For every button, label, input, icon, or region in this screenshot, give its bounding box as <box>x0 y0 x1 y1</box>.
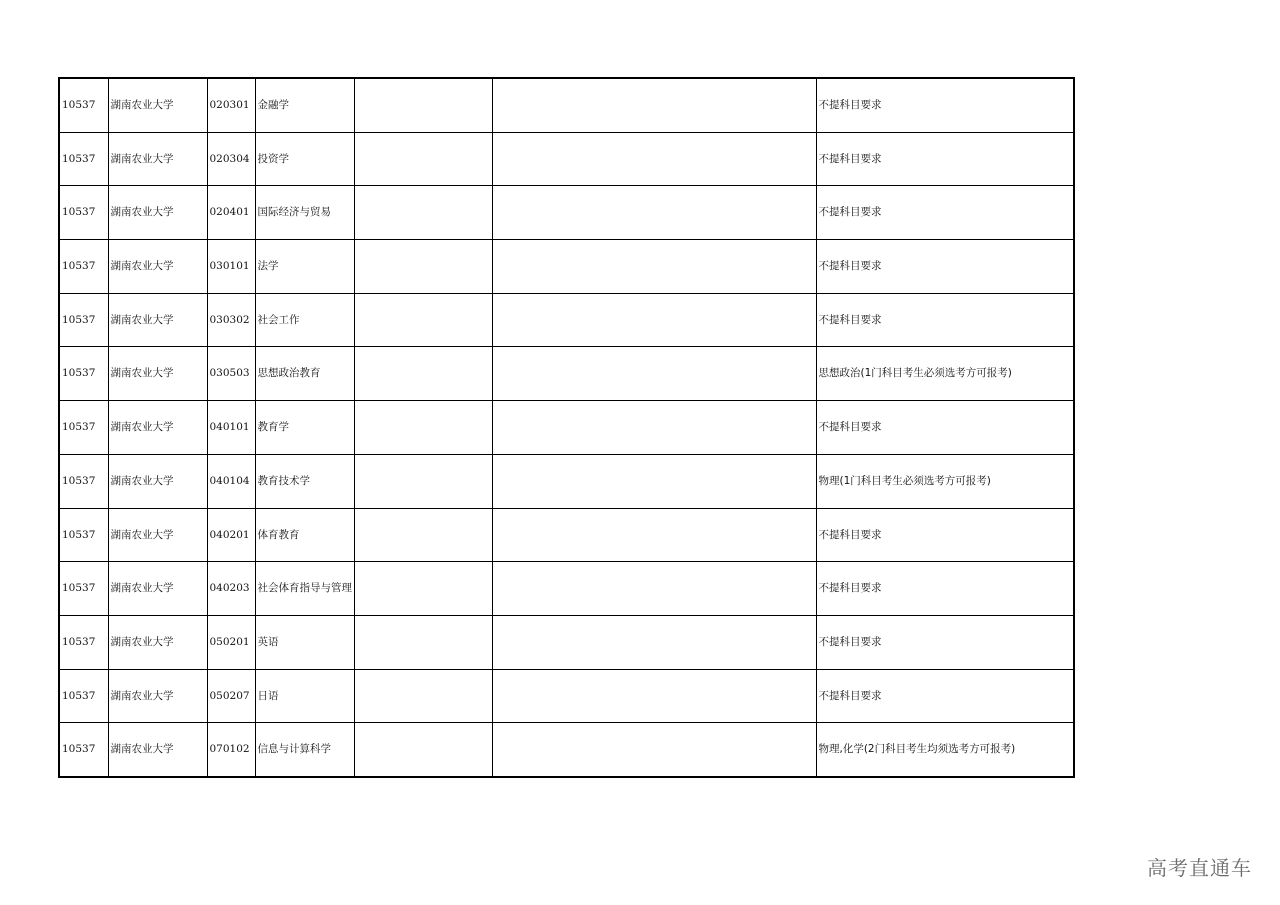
cell-school-code: 10537 <box>59 562 108 616</box>
cell-major-code: 020301 <box>207 78 255 132</box>
cell-school-code: 10537 <box>59 132 108 186</box>
cell-major-name: 思想政治教育 <box>255 347 354 401</box>
cell-school-code: 10537 <box>59 293 108 347</box>
table-row <box>59 669 1074 723</box>
cell-empty-5 <box>354 293 492 347</box>
cell-school-code: 10537 <box>59 723 108 777</box>
cell-empty-5 <box>354 401 492 455</box>
cell-empty-5 <box>354 240 492 294</box>
cell-empty-5 <box>354 615 492 669</box>
cell-subject-requirement: 物理,化学(2门科目考生均须选考方可报考) <box>816 723 1074 777</box>
cell-empty-6 <box>492 669 816 723</box>
cell-subject-requirement: 不提科目要求 <box>816 132 1074 186</box>
cell-major-name: 体育教育 <box>255 508 354 562</box>
table-body <box>59 78 1074 777</box>
cell-empty-6 <box>492 723 816 777</box>
table-row <box>59 132 1074 186</box>
table-row <box>59 240 1074 294</box>
cell-school-name: 湖南农业大学 <box>108 723 207 777</box>
subject-requirements-table <box>58 77 1075 778</box>
table-row <box>59 401 1074 455</box>
cell-school-code: 10537 <box>59 508 108 562</box>
table-row <box>59 78 1074 132</box>
cell-major-name: 社会工作 <box>255 293 354 347</box>
cell-major-name: 教育技术学 <box>255 454 354 508</box>
cell-empty-6 <box>492 186 816 240</box>
cell-major-code: 020304 <box>207 132 255 186</box>
cell-subject-requirement: 不提科目要求 <box>816 508 1074 562</box>
cell-empty-6 <box>492 132 816 186</box>
cell-school-name: 湖南农业大学 <box>108 615 207 669</box>
cell-subject-requirement: 不提科目要求 <box>816 401 1074 455</box>
table-row <box>59 186 1074 240</box>
cell-major-name: 法学 <box>255 240 354 294</box>
cell-major-code: 040101 <box>207 401 255 455</box>
cell-major-name: 金融学 <box>255 78 354 132</box>
cell-major-name: 投资学 <box>255 132 354 186</box>
cell-major-name: 教育学 <box>255 401 354 455</box>
cell-empty-6 <box>492 454 816 508</box>
cell-school-name: 湖南农业大学 <box>108 293 207 347</box>
cell-school-name: 湖南农业大学 <box>108 401 207 455</box>
cell-major-code: 070102 <box>207 723 255 777</box>
cell-empty-5 <box>354 186 492 240</box>
cell-empty-5 <box>354 78 492 132</box>
cell-empty-6 <box>492 401 816 455</box>
cell-major-code: 040201 <box>207 508 255 562</box>
cell-subject-requirement: 不提科目要求 <box>816 293 1074 347</box>
cell-school-name: 湖南农业大学 <box>108 347 207 401</box>
cell-major-name: 英语 <box>255 615 354 669</box>
cell-school-code: 10537 <box>59 240 108 294</box>
cell-empty-5 <box>354 132 492 186</box>
cell-major-code: 040203 <box>207 562 255 616</box>
cell-major-code: 040104 <box>207 454 255 508</box>
cell-major-code: 050201 <box>207 615 255 669</box>
cell-empty-5 <box>354 347 492 401</box>
cell-school-name: 湖南农业大学 <box>108 240 207 294</box>
cell-school-code: 10537 <box>59 615 108 669</box>
cell-school-code: 10537 <box>59 186 108 240</box>
table-row <box>59 562 1074 616</box>
cell-school-name: 湖南农业大学 <box>108 186 207 240</box>
cell-subject-requirement: 不提科目要求 <box>816 240 1074 294</box>
table-row <box>59 508 1074 562</box>
cell-school-name: 湖南农业大学 <box>108 562 207 616</box>
cell-empty-6 <box>492 347 816 401</box>
cell-empty-6 <box>492 293 816 347</box>
cell-empty-6 <box>492 240 816 294</box>
cell-subject-requirement: 思想政治(1门科目考生必须选考方可报考) <box>816 347 1074 401</box>
cell-empty-6 <box>492 615 816 669</box>
cell-subject-requirement: 不提科目要求 <box>816 186 1074 240</box>
cell-school-name: 湖南农业大学 <box>108 669 207 723</box>
cell-major-code: 030503 <box>207 347 255 401</box>
cell-empty-6 <box>492 78 816 132</box>
cell-subject-requirement: 不提科目要求 <box>816 78 1074 132</box>
cell-subject-requirement: 不提科目要求 <box>816 562 1074 616</box>
cell-school-code: 10537 <box>59 454 108 508</box>
table-row <box>59 293 1074 347</box>
table-row <box>59 723 1074 777</box>
cell-school-code: 10537 <box>59 669 108 723</box>
cell-empty-6 <box>492 508 816 562</box>
cell-subject-requirement: 物理(1门科目考生必须选考方可报考) <box>816 454 1074 508</box>
cell-empty-5 <box>354 723 492 777</box>
cell-major-name: 日语 <box>255 669 354 723</box>
table-row <box>59 615 1074 669</box>
cell-empty-5 <box>354 508 492 562</box>
table-row <box>59 347 1074 401</box>
cell-empty-5 <box>354 562 492 616</box>
cell-school-name: 湖南农业大学 <box>108 508 207 562</box>
cell-school-code: 10537 <box>59 347 108 401</box>
cell-school-code: 10537 <box>59 401 108 455</box>
cell-subject-requirement: 不提科目要求 <box>816 615 1074 669</box>
cell-major-code: 030101 <box>207 240 255 294</box>
cell-major-name: 社会体育指导与管理 <box>255 562 354 616</box>
watermark-text: 高考直通车 <box>1147 856 1252 880</box>
cell-major-code: 050207 <box>207 669 255 723</box>
cell-subject-requirement: 不提科目要求 <box>816 669 1074 723</box>
cell-major-code: 030302 <box>207 293 255 347</box>
cell-school-name: 湖南农业大学 <box>108 78 207 132</box>
table-row <box>59 454 1074 508</box>
cell-major-code: 020401 <box>207 186 255 240</box>
cell-school-code: 10537 <box>59 78 108 132</box>
cell-major-name: 信息与计算科学 <box>255 723 354 777</box>
cell-school-name: 湖南农业大学 <box>108 132 207 186</box>
cell-empty-5 <box>354 454 492 508</box>
cell-school-name: 湖南农业大学 <box>108 454 207 508</box>
cell-empty-6 <box>492 562 816 616</box>
cell-empty-5 <box>354 669 492 723</box>
cell-major-name: 国际经济与贸易 <box>255 186 354 240</box>
